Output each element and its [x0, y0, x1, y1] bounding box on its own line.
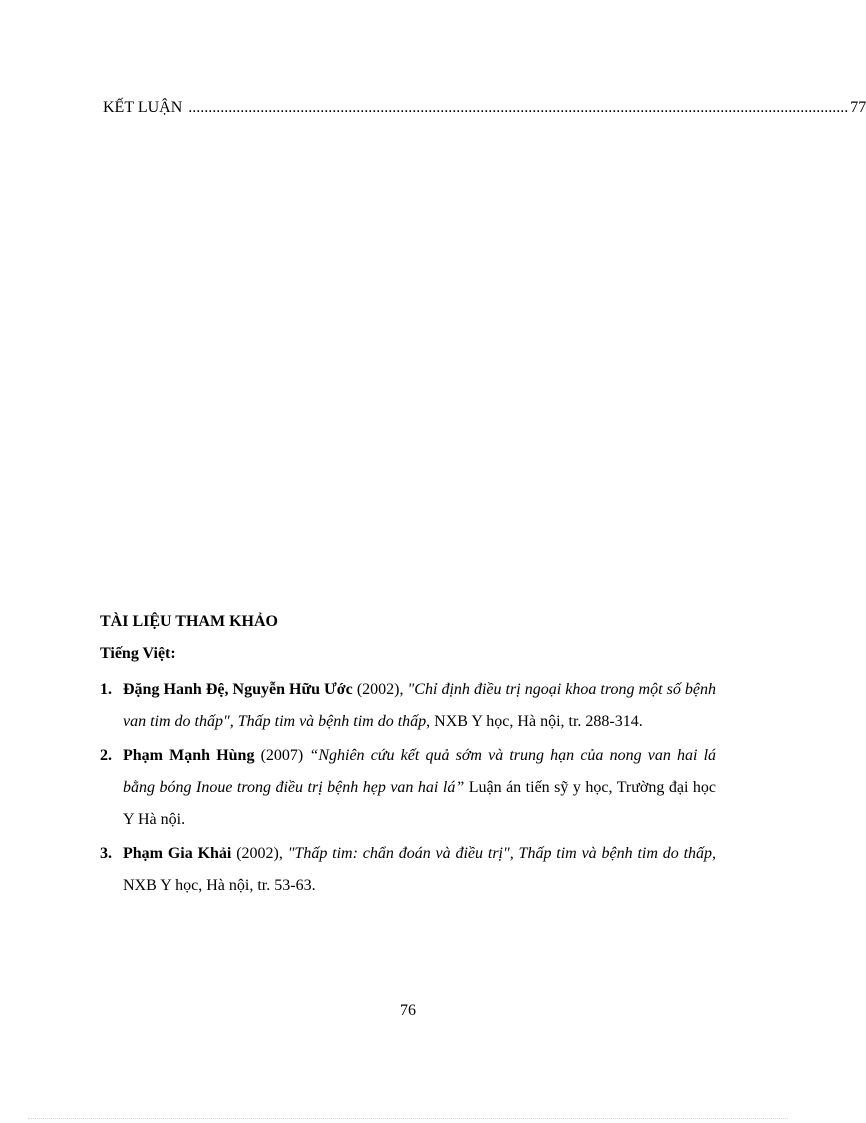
references-section [100, 608, 716, 904]
toc-entry-ket-luan[interactable] [103, 96, 866, 120]
references-subheading: Tiếng Việt: [100, 645, 176, 662]
reference-title: "Chỉ định điều trị ngoại khoa trong một số bệnh van tim do thấp", [123, 681, 716, 730]
reference-source: Thấp tim và bệnh tim do thấp [237, 713, 427, 730]
reference-number: 2. [100, 747, 112, 764]
reference-item [100, 674, 716, 738]
reference-details: , NXB Y học, Hà nội, tr. 53-63. [123, 845, 717, 894]
reference-authors: Phạm Gia Khải [123, 845, 232, 862]
reference-details: Luận án tiến sỹ y học, Trường đại học Y Hà nội. [123, 779, 717, 828]
reference-year: (2007) [254, 747, 310, 764]
toc-leader-dots: ..................................................................................................................................................................... [188, 99, 849, 116]
toc-entry-page: 77 [850, 99, 866, 116]
reference-details: , NXB Y học, Hà nội, tr. 288-314. [426, 713, 643, 730]
reference-item [100, 838, 716, 902]
reference-item [100, 740, 716, 836]
reference-source: Thấp tim và bệnh tim do thấp [518, 845, 713, 862]
page-bottom-divider [28, 1118, 788, 1119]
reference-authors: Phạm Mạnh Hùng [123, 747, 255, 764]
reference-number: 3. [100, 845, 112, 862]
reference-authors: Đặng Hanh Đệ, Nguyễn Hữu Ước [123, 681, 353, 698]
reference-title: "Thấp tim: chẩn đoán và điều trị", [287, 845, 519, 862]
reference-number: 1. [100, 681, 112, 698]
reference-title: “Nghiên cứu kết quả sớm và trung hạn của nong van hai lá bằng bóng Inoue trong điều trị bệnh hẹp van hai lá” [123, 747, 717, 796]
page-number: 76 [400, 1002, 416, 1019]
reference-list [100, 674, 716, 902]
toc-entry-title: KẾT LUẬN [103, 99, 183, 116]
reference-year: (2002), [352, 681, 408, 698]
references-heading: TÀI LIỆU THAM KHẢO [100, 613, 278, 630]
reference-year: (2002), [231, 845, 288, 862]
